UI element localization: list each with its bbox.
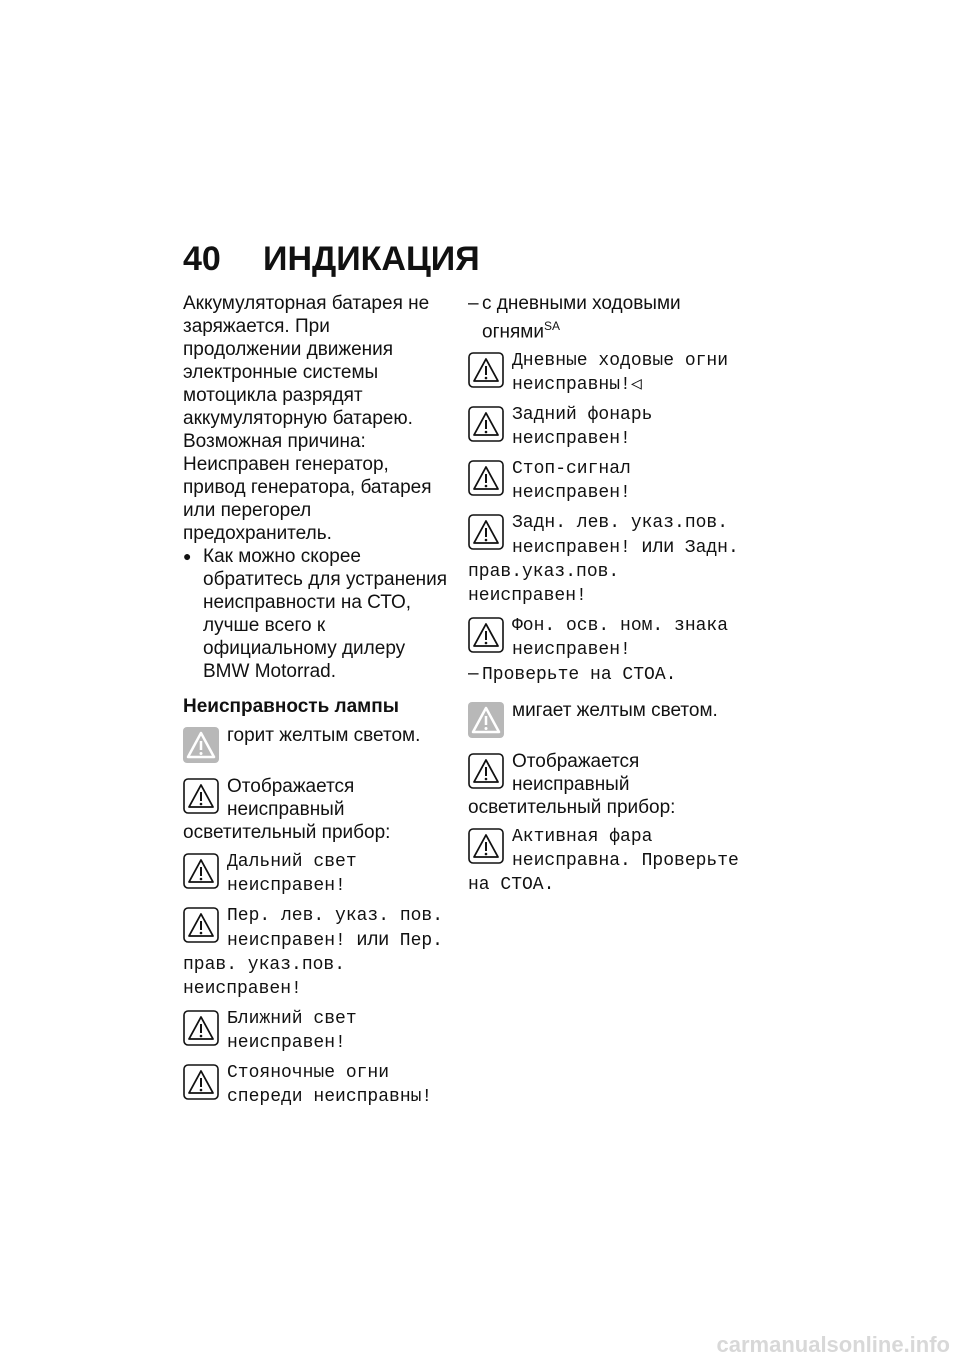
display-message [468,511,743,608]
warning-outline-icon [468,514,504,550]
message-row [183,904,448,1001]
watermark: carmanualsonline.info [716,1332,950,1357]
yellow-warning-row [183,724,448,763]
message-row [468,403,743,451]
message-row [183,1061,448,1109]
display-message: Задний фонарь неисправен! [512,405,653,450]
display-message: Ближний свет неисправен! [227,1009,357,1053]
shown-row [468,750,743,819]
message-row [468,349,743,397]
bullet-item [183,545,448,683]
cause-text: Неисправен генератор, привод генератора, батарея или перегорел предохранитель. [183,454,432,544]
left-column [183,292,448,1109]
check-text: Проверьте на СТОА. [482,665,677,686]
message-alt-text: Задн. прав.указ.пов. неисправен! [468,538,739,607]
end-mark: ◁ [630,375,642,396]
daylight-condition [468,292,743,343]
warning-filled-icon [183,727,219,763]
page-number: 40 [183,240,221,278]
warning-filled-icon [468,702,504,738]
sa-marker: SA [543,319,560,333]
warning-outline-icon [183,853,219,889]
message-alt-text: Пер. прав. указ.пов. неисправен! [183,931,443,999]
warning-outline-icon [468,753,504,789]
blink-label: мигает желтым светом. [512,700,718,722]
warning-outline-icon [183,907,219,943]
bullet-text: Как можно скорее обратитесь для устранения неисправности на СТО, лучше всего к официальному дилеру BMW Motorrad. [203,546,448,682]
warning-outline-icon [468,406,504,442]
message-row [468,457,743,505]
warning-outline-icon [468,828,504,864]
message-text: Задн. лев. указ.пов. неисправен! [512,513,729,559]
warning-outline-icon [183,778,219,814]
shown-label: Отображается неисправный осветительный прибор: [183,776,391,843]
message-row [183,1007,448,1055]
display-message: Дальний свет неисправен! [227,852,357,896]
warning-outline-icon [468,460,504,496]
right-column [468,292,743,897]
shown-label: Отображается неисправный осветительный прибор: [468,751,676,819]
warning-outline-icon [468,617,504,653]
bullet-dot-icon: ● [183,548,192,564]
or-text: или [641,536,674,558]
display-message [468,349,743,397]
warning-outline-icon [468,352,504,388]
dash-mark: – [468,293,479,314]
section-heading: Неисправность лампы [183,696,399,717]
display-message: Стояночные огни спереди неисправны! [227,1063,433,1107]
blink-warning-row [468,699,743,738]
display-message: Активная фара неисправна. Проверьте на СТОА. [468,827,739,896]
message-row [468,825,743,897]
page-header [183,240,480,279]
or-text: или [356,929,389,950]
dash-mark: – [468,663,479,685]
message-text: Пер. лев. указ. пов. неисправен! [227,906,444,951]
page-title: ИНДИКАЦИЯ [263,240,480,278]
daylight-text: с дневными ходовыми огнями [482,293,681,343]
message-row [468,511,743,608]
display-message [183,904,448,1001]
warning-outline-icon [183,1064,219,1100]
message-text: Дневные ходовые огни неисправны! [512,351,729,396]
message-row [468,614,743,662]
warning-outline-icon [183,1010,219,1046]
message-row [183,850,448,898]
battery-intro-text: Аккумуляторная батарея не заряжается. При продолжении движения электронные системы мотоцикла разрядят аккумуляторную батарею. [183,293,430,429]
check-instruction [468,662,743,687]
cause-label: Возможная причина: [183,431,366,452]
shown-row [183,775,448,844]
yellow-label: горит желтым светом. [227,725,421,746]
display-message: Фон. осв. ном. знака неисправен! [512,616,729,661]
display-message: Стоп-сигнал неисправен! [512,459,631,504]
